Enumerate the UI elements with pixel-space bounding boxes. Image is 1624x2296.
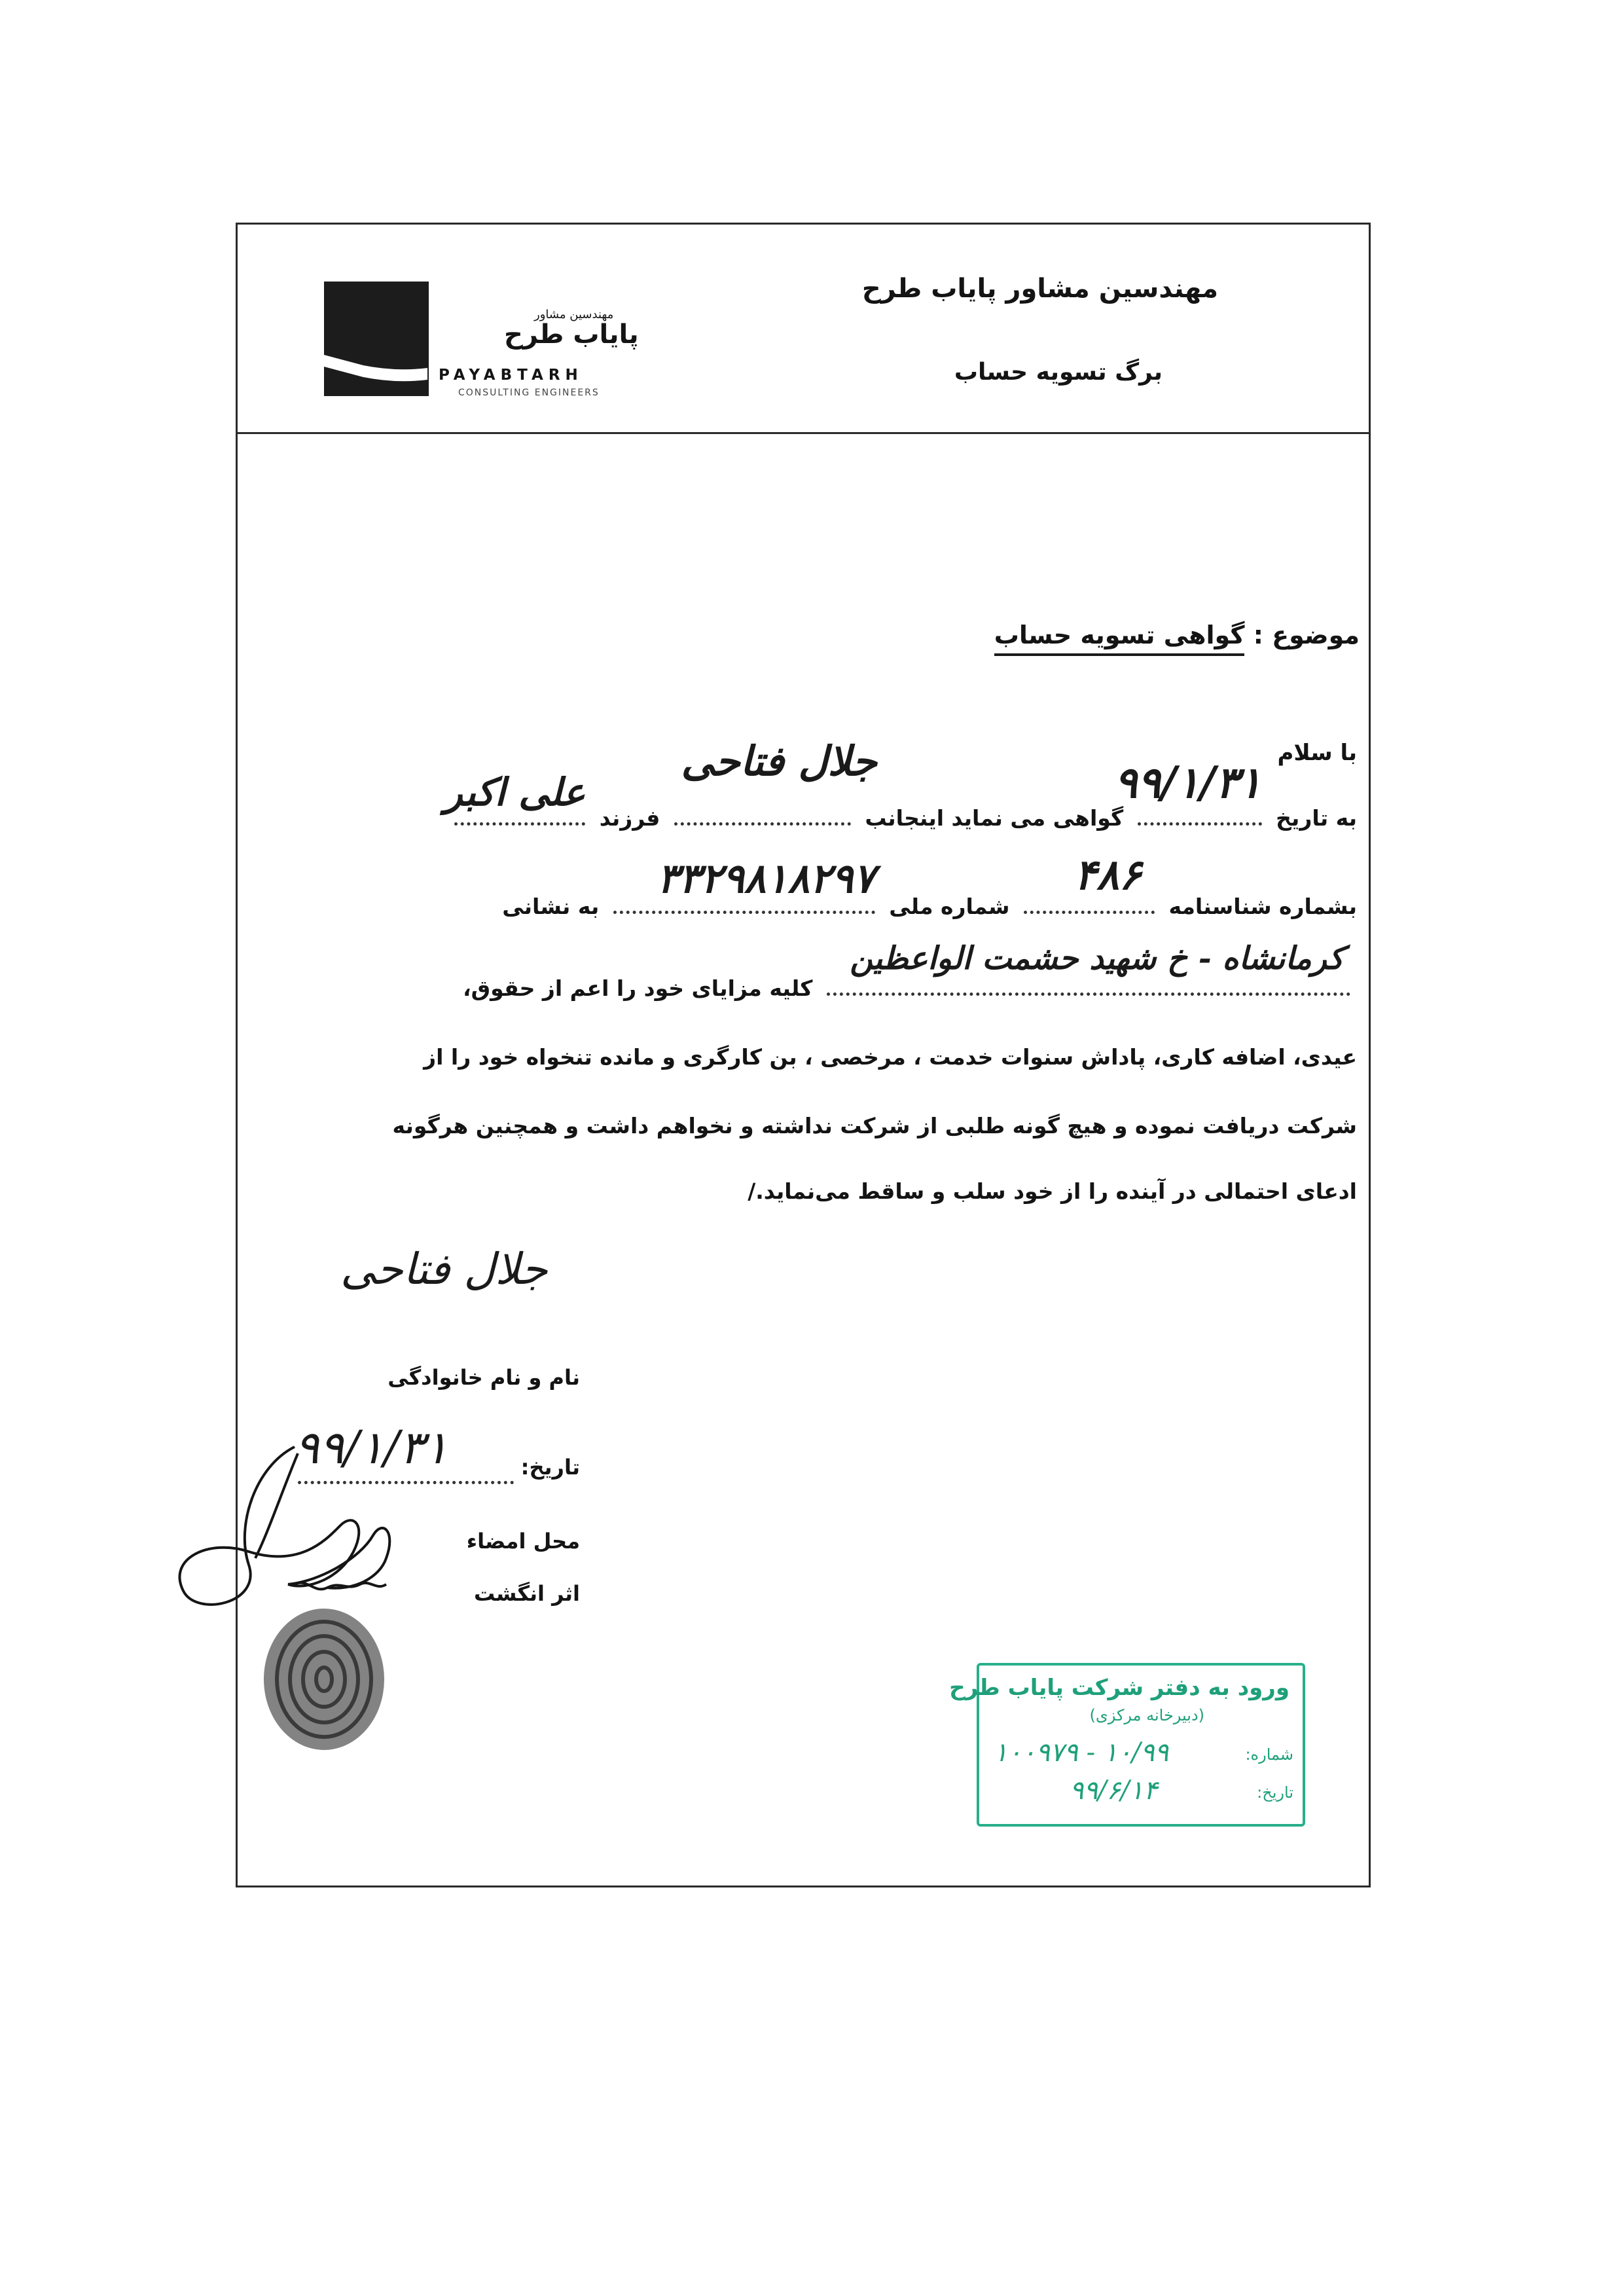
stamp-date-label: تاریخ: [1257,1783,1293,1802]
line1-text-date: به تاریخ [1276,805,1357,831]
handwritten-signer-name: جلال فتاحی [340,1244,548,1294]
name-field [674,737,877,826]
greeting: با سلام [1277,740,1357,766]
fingerprint-mark [249,1597,406,1768]
line1-text-certifies: گواهی می نماید اینجانب [865,805,1124,831]
subject-line [994,621,1360,649]
handwritten-id-number: ۴۸۶ [1074,850,1142,900]
date-label: تاریخ: [520,1455,580,1480]
body-line-4: عیدی، اضافه کاری، پاداش سنوات خدمت ، مرخصی ، بن کارگری و مانده تنخواه خود را از [424,1044,1357,1070]
handwritten-father-name: علی اکبر [444,770,586,814]
registry-stamp [949,1663,1305,1827]
line2-text-national: شماره ملی [889,894,1010,919]
body-line-3 [463,940,1357,1001]
line3-text: کلیه مزایای خود را اعم از حقوق، [463,975,813,1001]
subject-label: موضوع : [1253,621,1360,649]
body-line-5: شرکت دریافت نموده و هیچ گونه طلبی از شرکت نداشته و نخواهم داشت و همچنین هرگونه [392,1113,1357,1139]
date-field [1114,757,1262,826]
name-label: نام و نام خانوادگی [388,1365,580,1390]
handwritten-address: کرمانشاه - خ شهید حشمت الواعظین [850,940,1344,977]
stamp-subtitle: (دبیرخانه مرکزی) [1089,1706,1204,1724]
logo-fa-small: مهندسین مشاور [534,308,614,321]
logo-en-subtitle: CONSULTING ENGINEERS [458,388,600,398]
body-line-2 [502,850,1357,919]
body-line-6: ادعای احتمالی در آینده را از خود سلب و ساقط می‌نماید./ [748,1178,1357,1204]
handwritten-name: جلال فتاحی [681,737,877,785]
address-field [827,940,1350,996]
subject-text: گواهی تسویه حساب [994,621,1245,656]
signature-label: محل امضاء [466,1529,580,1554]
line1-text-child-of: فرزند [599,805,660,831]
handwritten-sign-date: ۹۹/۱/۳۱ [295,1421,449,1474]
handwritten-national-code: ۳۳۲۹۸۱۸۲۹۷ [657,854,875,902]
stamp-number-label: شماره: [1245,1745,1293,1764]
form-title: برگ تسویه حساب [954,359,1163,386]
id-number-field [1024,850,1155,914]
company-name: مهندسین مشاور پایاب طرح [861,274,1218,304]
father-name-field [444,770,586,826]
stamp-title: ورود به دفتر شرکت پایاب طرح [949,1675,1290,1701]
national-code-field [613,854,875,914]
fingerprint-label: اثر انگشت [473,1581,580,1606]
line2-text-address: به نشانی [502,894,600,919]
handwritten-date: ۹۹/۱/۳۱ [1114,757,1262,808]
company-logo-mark [324,282,429,396]
logo-en-name: PAYABTARH [439,367,583,384]
line2-text-id: بشماره شناسنامه [1168,894,1357,919]
header-divider [236,432,1371,434]
stamp-number-value: ۱۰/۹۹ - ۱۰۰۹۷۹ [994,1738,1169,1768]
logo-fa-name: پایاب طرح [504,319,639,350]
stamp-date-value: ۹۹/۶/۱۴ [1070,1776,1158,1806]
